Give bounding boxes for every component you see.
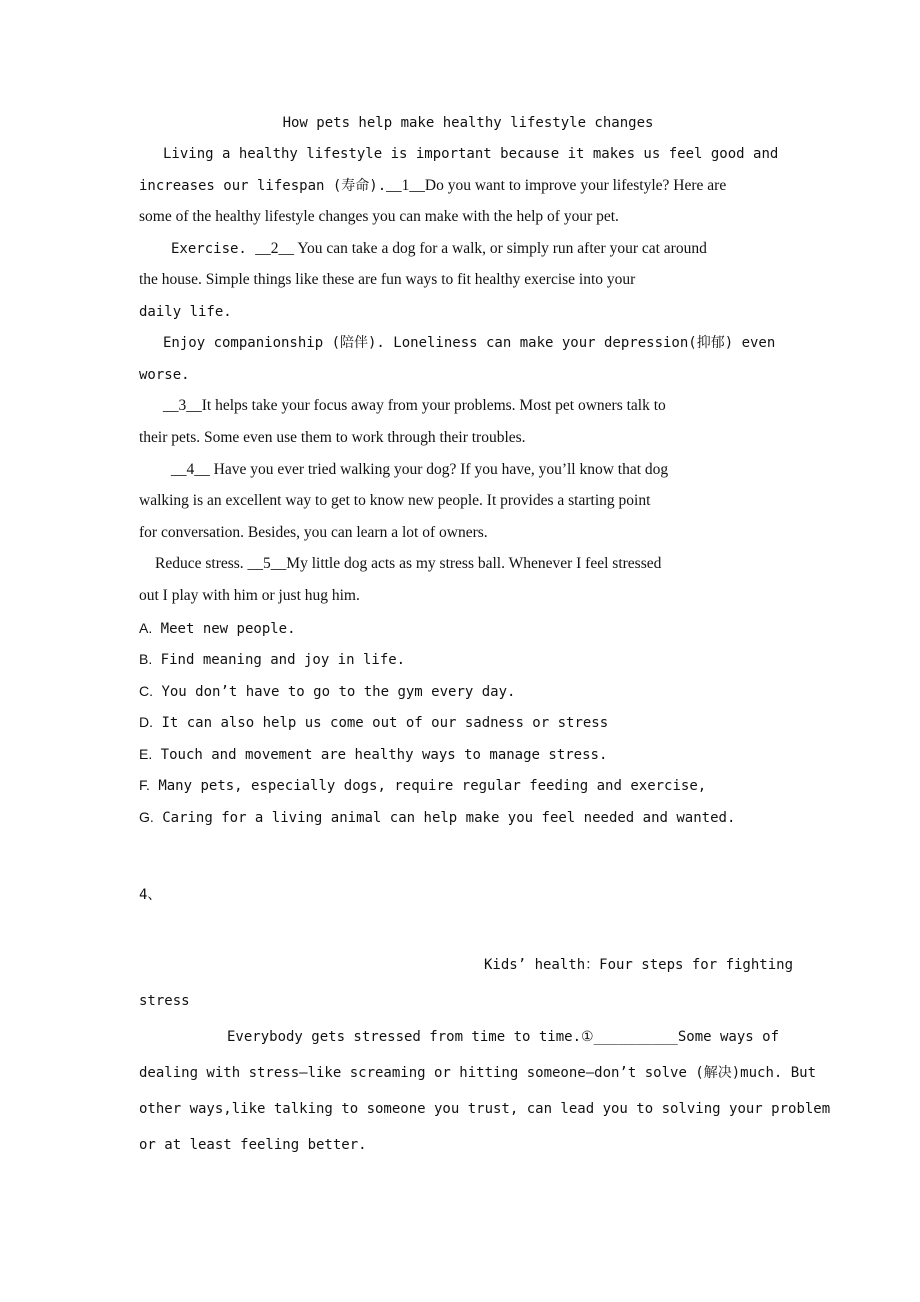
blank-circle-1: __________ <box>593 1029 678 1045</box>
paragraph-line: Everybody gets stressed from time to time.①__________Some ways of <box>227 1029 780 1045</box>
blank-2: __2__ <box>255 240 295 257</box>
option-e: E. Touch and movement are healthy ways to manage stress. <box>139 746 608 763</box>
option-d: D. It can also help us come out of our sadness or stress <box>139 714 609 731</box>
paragraph-line: Enjoy companionship (陪伴). Loneliness can make your depression(抑郁) even <box>163 335 776 351</box>
blank-1: __1__ <box>386 177 425 194</box>
paragraph-line: increases our lifespan (寿命).__1__Do you want to improve your lifestyle? Here are <box>139 177 727 194</box>
paragraph-line: walking is an excellent way to get to know new people. It provides a starting point <box>139 492 651 509</box>
blank-3: __3__ <box>163 397 202 414</box>
paragraph-line: daily life. <box>139 304 232 320</box>
option-g: G. Caring for a living animal can help make you feel needed and wanted. <box>139 809 736 826</box>
passage-title: Kids’ health：Four steps for fighting <box>484 957 794 973</box>
section-number: 4、 <box>139 887 162 903</box>
option-a: A. Meet new people. <box>139 620 296 637</box>
paragraph-line: or at least feeling better. <box>139 1137 367 1153</box>
paragraph-line: out I play with him or just hug him. <box>139 587 360 604</box>
passage-title: How pets help make healthy lifestyle changes <box>282 115 654 131</box>
paragraph-line: the house. Simple things like these are fun ways to fit healthy exercise into your <box>139 271 636 288</box>
option-f: F. Many pets, especially dogs, require regular feeding and exercise, <box>139 777 707 794</box>
paragraph-line: Reduce stress. __5__My little dog acts as my stress ball. Whenever I feel stressed <box>155 555 662 572</box>
paragraph-line: __4__ Have you ever tried walking your dog? If you have, you’ll know that dog <box>171 461 669 478</box>
blank-5: __5__ <box>247 555 287 572</box>
paragraph-line: Exercise. __2__ You can take a dog for a walk, or simply run after your cat around <box>171 240 707 257</box>
paragraph-line: their pets. Some even use them to work through their troubles. <box>139 429 526 446</box>
option-b: B. Find meaning and joy in life. <box>139 651 406 668</box>
paragraph-line: other ways,like talking to someone you trust, can lead you to solving your problem <box>139 1101 831 1117</box>
paragraph-line: for conversation. Besides, you can learn a lot of owners. <box>139 524 488 541</box>
paragraph-line: dealing with stress—like screaming or hitting someone—don’t solve (解决)much. But <box>139 1065 817 1081</box>
blank-4: __4__ <box>171 461 210 478</box>
paragraph-line: Living a healthy lifestyle is important because it makes us feel good and <box>163 146 779 162</box>
paragraph-line: worse. <box>139 367 190 383</box>
paragraph-line: __3__It helps take your focus away from your problems. Most pet owners talk to <box>163 397 666 414</box>
paragraph-line: some of the healthy lifestyle changes you can make with the help of your pet. <box>139 208 619 225</box>
passage-title-continued: stress <box>139 993 190 1009</box>
option-c: C. You don’t have to go to the gym every day. <box>139 683 516 700</box>
